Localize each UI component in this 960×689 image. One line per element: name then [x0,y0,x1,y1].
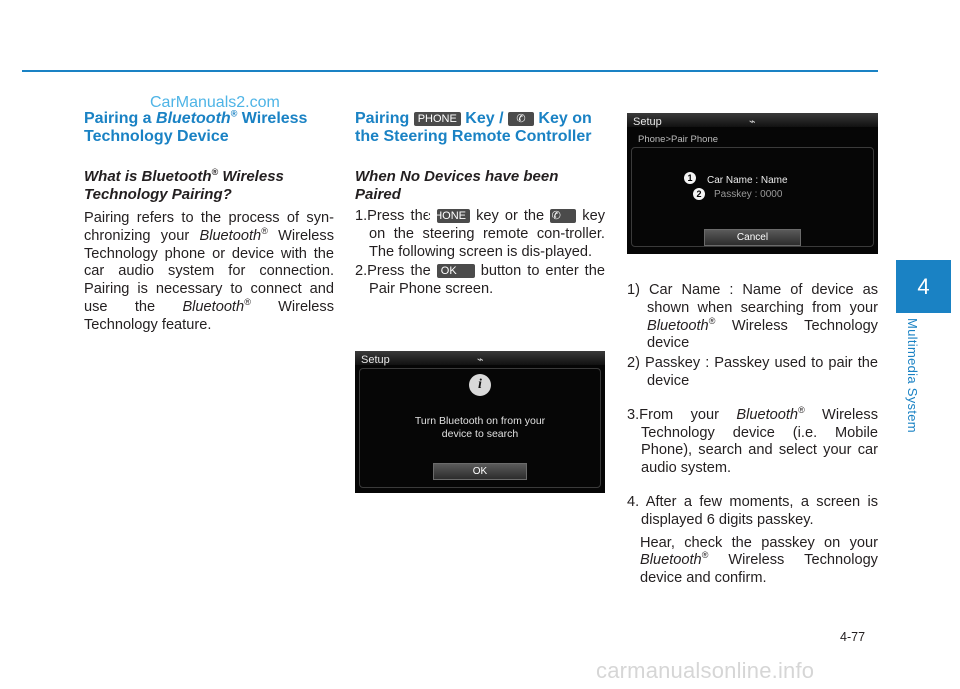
column-2 [355,110,606,477]
screen-ok-button[interactable]: OK [433,463,527,480]
chapter-title: Multimedia System [905,318,920,433]
screen-title: Setup [361,354,390,366]
chapter-tab: 4 [896,260,951,313]
callout-marker-2: 2 [693,188,705,200]
page-number: 4-77 [840,630,866,644]
step-2: 2.Press the OK button to enter the Pair Phone screen. [355,263,605,298]
screen-breadcrumb: Phone>Pair Phone [638,134,719,145]
usb-icon: ⌁ [477,354,484,366]
call-key-icon-inline: ✆ [550,209,576,223]
paragraph-pairing-definition: Pairing refers to the process of syn-chronizing your Bluetooth® Wireless Technology phone or device with the car audio system for connection. Pairing is necessary to connect and use the Bluetooth® Wireless Technology feature. [84,210,335,333]
passkey-label: Passkey : 0000 [714,189,783,200]
setup-screen-pair-phone [627,113,878,254]
usb-icon: ⌁ [749,116,756,128]
step-3: 3.From your Bluetooth® Wireless Technology device (i.e. Mobile Phone), search and select your car audio system. [627,404,878,477]
setup-screen-bluetooth-off [355,351,605,493]
screen-cancel-button[interactable]: Cancel [704,229,801,246]
call-key-icon: ✆ [508,112,534,126]
header-rule [22,70,878,72]
subheading-no-devices-paired: When No Devices have been Paired [355,168,559,203]
subheading-what-is-pairing: What is Bluetooth® Wireless Technology Pairing? [84,167,284,203]
section-heading-pairing-key: Pairing PHONE Key / ✆ Key on the Steering Remote Controller [355,110,592,145]
item-2-passkey: 2) Passkey : Passkey used to pair the device [627,355,878,389]
screen-title: Setup [633,116,662,128]
phone-key-badge-inline: PHONE [437,209,470,223]
callout-marker-1: 1 [684,172,696,184]
ok-button-badge: OK [437,264,475,278]
car-name-label: Car Name : Name [707,175,788,186]
section-heading-pairing-device: Pairing a Bluetooth® Wireless Technology Device [84,108,308,145]
watermark-top[interactable]: CarManuals2.com [150,94,280,111]
screen-message: Turn Bluetooth on from your device to search [414,415,546,440]
step-1: 1.Press the PHONE key or the ✆ key on the steering remote con-troller. The following screen is dis-played. [355,208,606,260]
item-1-car-name: 1) Car Name : Name of device as shown when searching from your Bluetooth® Wireless Technology device [627,282,878,352]
column-3-text [627,282,878,588]
step-4: 4. After a few moments, a screen is displayed 6 digits passkey. [627,493,878,528]
column-1 [84,110,334,335]
info-icon: i [469,374,491,396]
watermark-bottom[interactable]: carmanualsonline.info [596,658,815,683]
step-4-note: Hear, check the passkey on your Bluetooth® Wireless Technology device and confirm. [640,534,878,587]
phone-key-badge: PHONE [414,112,461,126]
